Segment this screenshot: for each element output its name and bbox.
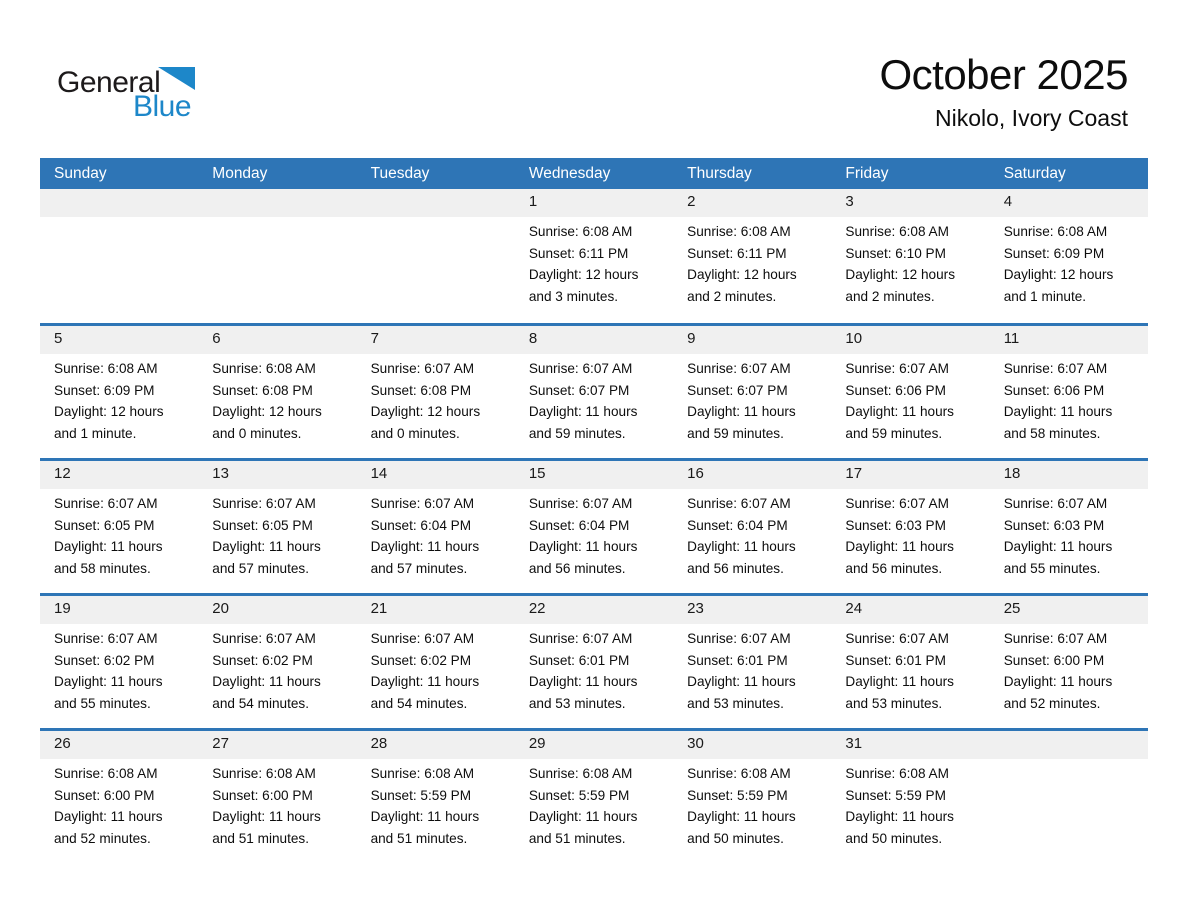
sunrise-text: Sunrise: 6:08 AM: [845, 224, 949, 239]
daylight-text-line2: and 50 minutes.: [687, 830, 784, 846]
daylight-text-line1: Daylight: 11 hours: [54, 539, 163, 555]
sunrise-text: Sunrise: 6:07 AM: [212, 631, 316, 646]
day-details: [357, 354, 515, 444]
day-details: [198, 624, 356, 714]
calendar-day-cell: [40, 596, 198, 728]
daylight-text-line1: Daylight: 11 hours: [845, 539, 954, 555]
sunrise-text: Sunrise: 6:07 AM: [528, 361, 633, 376]
logo-text-blue: Blue: [133, 90, 192, 123]
calendar-day-cell: [990, 326, 1148, 458]
sunset-text: Sunset: 6:06 PM: [845, 382, 946, 398]
day-number: 5: [40, 326, 198, 354]
daylight-text-line1: Daylight: 11 hours: [687, 404, 796, 420]
daylight-text-line2: and 58 minutes.: [1003, 425, 1101, 441]
daylight-text-line2: and 55 minutes.: [54, 695, 151, 711]
sunrise-text: Sunrise: 6:07 AM: [528, 496, 633, 511]
daylight-text-line1: Daylight: 11 hours: [845, 404, 954, 420]
daylight-text-line1: Daylight: 12 hours: [1003, 267, 1114, 283]
sunrise-text: Sunrise: 6:07 AM: [54, 631, 158, 646]
daylight-text-line1: Daylight: 11 hours: [845, 674, 954, 690]
calendar-day-cell: [40, 461, 198, 593]
sunrise-text: Sunrise: 6:08 AM: [1003, 224, 1108, 239]
sunset-text: Sunset: 6:09 PM: [1003, 245, 1105, 261]
day-number: 29: [515, 731, 673, 759]
daylight-text-line1: Daylight: 11 hours: [528, 809, 638, 825]
daylight-text-line1: Daylight: 11 hours: [212, 674, 321, 690]
day-details: [990, 489, 1148, 579]
day-details: [40, 489, 198, 579]
daylight-text-line1: Daylight: 11 hours: [528, 674, 638, 690]
day-details: [357, 489, 515, 579]
daylight-text-line2: and 52 minutes.: [1003, 695, 1101, 711]
general-blue-logo: [57, 66, 277, 136]
calendar-empty-cell: [990, 731, 1148, 863]
daylight-text-line2: and 3 minutes.: [528, 288, 619, 304]
sunrise-text: Sunrise: 6:08 AM: [212, 766, 316, 781]
day-details: [40, 624, 198, 714]
sunrise-text: Sunrise: 6:07 AM: [845, 496, 949, 511]
day-number: 28: [357, 731, 515, 759]
daylight-text-line1: Daylight: 11 hours: [687, 809, 796, 825]
sunset-text: Sunset: 6:01 PM: [687, 652, 788, 668]
title-block: [879, 52, 1128, 132]
day-details: [40, 354, 198, 444]
sunset-text: Sunset: 6:07 PM: [687, 382, 788, 398]
daylight-text-line2: and 0 minutes.: [212, 425, 302, 441]
calendar-day-cell: [198, 731, 356, 863]
calendar-week-row: [40, 458, 1148, 593]
calendar-day-cell: [198, 596, 356, 728]
daylight-text-line2: and 58 minutes.: [54, 560, 151, 576]
calendar-day-cell: [357, 596, 515, 728]
sunrise-text: Sunrise: 6:07 AM: [370, 361, 475, 376]
calendar-day-cell: [831, 189, 989, 323]
weekday-header-thursday: Thursday: [687, 165, 752, 182]
day-number: 3: [831, 189, 989, 217]
daylight-text-line2: and 53 minutes.: [528, 695, 626, 711]
calendar-day-cell: [990, 461, 1148, 593]
sunrise-text: Sunrise: 6:07 AM: [687, 361, 791, 376]
sunset-text: Sunset: 6:09 PM: [54, 382, 155, 398]
day-details: [990, 624, 1148, 714]
calendar-day-cell: [831, 461, 989, 593]
calendar-day-cell: [515, 596, 673, 728]
daylight-text-line2: and 52 minutes.: [54, 830, 151, 846]
daylight-text-line1: Daylight: 11 hours: [845, 809, 954, 825]
page-title: October 2025: [879, 51, 1128, 98]
sunset-text: Sunset: 6:01 PM: [845, 652, 946, 668]
sunrise-text: Sunrise: 6:07 AM: [54, 496, 158, 511]
calendar-day-cell: [40, 326, 198, 458]
page-header: [0, 0, 1188, 158]
daylight-text-line2: and 50 minutes.: [845, 830, 943, 846]
daylight-text-line2: and 54 minutes.: [212, 695, 310, 711]
calendar-empty-cell: [198, 189, 356, 323]
calendar-empty-cell: [40, 189, 198, 323]
sunset-text: Sunset: 6:02 PM: [370, 652, 472, 668]
day-number: 26: [40, 731, 198, 759]
daylight-text-line2: and 1 minute.: [1003, 288, 1087, 304]
page-subtitle: Nikolo, Ivory Coast: [934, 105, 1128, 132]
calendar-day-cell: [673, 189, 831, 323]
daylight-text-line2: and 57 minutes.: [212, 560, 310, 576]
calendar-day-cell: [831, 326, 989, 458]
day-number: 15: [515, 461, 673, 489]
sunrise-text: Sunrise: 6:07 AM: [528, 631, 633, 646]
day-details: [515, 217, 673, 307]
day-number: 24: [831, 596, 989, 624]
sunset-text: Sunset: 6:05 PM: [54, 517, 155, 533]
sunrise-text: Sunrise: 6:08 AM: [54, 766, 158, 781]
day-details: [673, 759, 831, 849]
day-number: 12: [40, 461, 198, 489]
sunrise-text: Sunrise: 6:08 AM: [845, 766, 949, 781]
day-number: [990, 731, 1148, 759]
day-details: [831, 489, 989, 579]
daylight-text-line1: Daylight: 11 hours: [1003, 539, 1113, 555]
day-number: 22: [515, 596, 673, 624]
daylight-text-line2: and 1 minute.: [54, 425, 137, 441]
day-number: 8: [515, 326, 673, 354]
daylight-text-line1: Daylight: 12 hours: [370, 404, 481, 420]
day-number: 25: [990, 596, 1148, 624]
day-details: [831, 354, 989, 444]
sunset-text: Sunset: 5:59 PM: [687, 787, 788, 803]
calendar-day-cell: [673, 731, 831, 863]
calendar-day-cell: [515, 731, 673, 863]
calendar-week-row: [40, 728, 1148, 863]
day-number: [357, 189, 515, 217]
daylight-text-line1: Daylight: 11 hours: [370, 809, 480, 825]
calendar-week-row: [40, 189, 1148, 323]
daylight-text-line1: Daylight: 11 hours: [1003, 404, 1113, 420]
calendar-day-cell: [357, 461, 515, 593]
sunset-text: Sunset: 5:59 PM: [845, 787, 946, 803]
daylight-text-line1: Daylight: 11 hours: [370, 674, 480, 690]
day-details: [198, 489, 356, 579]
sunset-text: Sunset: 5:59 PM: [528, 787, 630, 803]
calendar-week-row: [40, 593, 1148, 728]
daylight-text-line2: and 51 minutes.: [370, 830, 468, 846]
sunset-text: Sunset: 6:03 PM: [845, 517, 946, 533]
calendar-weeks: [40, 189, 1148, 863]
calendar-empty-cell: [357, 189, 515, 323]
sunset-text: Sunset: 6:07 PM: [528, 382, 630, 398]
daylight-text-line1: Daylight: 11 hours: [1003, 674, 1113, 690]
sunset-text: Sunset: 6:05 PM: [212, 517, 313, 533]
sunset-text: Sunset: 6:03 PM: [1003, 517, 1105, 533]
weekday-header-wednesday: Wednesday: [528, 165, 611, 182]
sunrise-text: Sunrise: 6:08 AM: [212, 361, 316, 376]
calendar-day-cell: [990, 189, 1148, 323]
sunrise-text: Sunrise: 6:07 AM: [687, 631, 791, 646]
logo-triangle-icon: [158, 67, 195, 90]
daylight-text-line1: Daylight: 11 hours: [54, 674, 163, 690]
day-details: [673, 354, 831, 444]
daylight-text-line1: Daylight: 11 hours: [54, 809, 163, 825]
daylight-text-line2: and 51 minutes.: [528, 830, 626, 846]
sunrise-text: Sunrise: 6:07 AM: [212, 496, 316, 511]
weekday-header-saturday: Saturday: [1003, 165, 1066, 182]
calendar-day-cell: [357, 326, 515, 458]
day-number: [40, 189, 198, 217]
calendar-week-row: [40, 323, 1148, 458]
day-number: 20: [198, 596, 356, 624]
sunrise-text: Sunrise: 6:07 AM: [845, 631, 949, 646]
day-details: [673, 489, 831, 579]
day-number: 2: [673, 189, 831, 217]
daylight-text-line2: and 55 minutes.: [1003, 560, 1101, 576]
day-number: 23: [673, 596, 831, 624]
day-number: 27: [198, 731, 356, 759]
calendar-day-cell: [198, 461, 356, 593]
daylight-text-line2: and 56 minutes.: [845, 560, 943, 576]
calendar-table: [40, 158, 1148, 863]
calendar-day-cell: [673, 326, 831, 458]
day-details: [357, 759, 515, 849]
day-details: [515, 624, 673, 714]
daylight-text-line1: Daylight: 11 hours: [212, 539, 321, 555]
calendar-day-cell: [673, 461, 831, 593]
daylight-text-line1: Daylight: 11 hours: [528, 539, 638, 555]
calendar-day-cell: [357, 731, 515, 863]
day-number: 7: [357, 326, 515, 354]
sunrise-text: Sunrise: 6:08 AM: [370, 766, 475, 781]
day-details: [990, 217, 1148, 307]
sunrise-text: Sunrise: 6:08 AM: [687, 766, 791, 781]
daylight-text-line2: and 51 minutes.: [212, 830, 310, 846]
day-details: [673, 624, 831, 714]
day-number: 16: [673, 461, 831, 489]
daylight-text-line1: Daylight: 12 hours: [687, 267, 797, 283]
daylight-text-line2: and 56 minutes.: [687, 560, 784, 576]
sunrise-text: Sunrise: 6:07 AM: [1003, 496, 1108, 511]
day-details: [198, 354, 356, 444]
day-details: [831, 624, 989, 714]
sunset-text: Sunset: 6:04 PM: [687, 517, 788, 533]
day-number: 4: [990, 189, 1148, 217]
calendar-day-cell: [515, 189, 673, 323]
sunrise-text: Sunrise: 6:08 AM: [528, 224, 633, 239]
daylight-text-line2: and 2 minutes.: [845, 288, 935, 304]
daylight-text-line1: Daylight: 11 hours: [370, 539, 480, 555]
calendar-day-cell: [515, 326, 673, 458]
sunset-text: Sunset: 6:02 PM: [54, 652, 155, 668]
calendar-day-cell: [831, 731, 989, 863]
sunrise-text: Sunrise: 6:07 AM: [687, 496, 791, 511]
daylight-text-line1: Daylight: 11 hours: [687, 674, 796, 690]
day-number: 13: [198, 461, 356, 489]
daylight-text-line2: and 59 minutes.: [528, 425, 626, 441]
sunset-text: Sunset: 6:00 PM: [54, 787, 155, 803]
day-number: 17: [831, 461, 989, 489]
sunset-text: Sunset: 6:00 PM: [1003, 652, 1105, 668]
day-number: [198, 189, 356, 217]
sunset-text: Sunset: 6:06 PM: [1003, 382, 1105, 398]
sunset-text: Sunset: 6:10 PM: [845, 245, 946, 261]
sunrise-text: Sunrise: 6:08 AM: [54, 361, 158, 376]
weekday-header-friday: Friday: [845, 165, 889, 182]
sunset-text: Sunset: 6:00 PM: [212, 787, 313, 803]
sunrise-text: Sunrise: 6:07 AM: [1003, 631, 1108, 646]
sunrise-text: Sunrise: 6:07 AM: [370, 631, 475, 646]
sunset-text: Sunset: 6:11 PM: [687, 245, 787, 261]
weekday-header-monday: Monday: [212, 165, 268, 182]
day-number: 14: [357, 461, 515, 489]
sunset-text: Sunset: 6:04 PM: [370, 517, 472, 533]
day-details: [198, 759, 356, 849]
calendar-day-cell: [831, 596, 989, 728]
day-number: 1: [515, 189, 673, 217]
daylight-text-line2: and 0 minutes.: [370, 425, 460, 441]
day-details: [515, 489, 673, 579]
daylight-text-line2: and 2 minutes.: [687, 288, 777, 304]
sunrise-text: Sunrise: 6:07 AM: [1003, 361, 1108, 376]
calendar-day-cell: [515, 461, 673, 593]
day-number: 21: [357, 596, 515, 624]
day-details: [515, 759, 673, 849]
sunset-text: Sunset: 6:08 PM: [212, 382, 313, 398]
day-details: [673, 217, 831, 307]
daylight-text-line1: Daylight: 11 hours: [687, 539, 796, 555]
day-details: [515, 354, 673, 444]
day-number: 19: [40, 596, 198, 624]
sunset-text: Sunset: 6:04 PM: [528, 517, 630, 533]
day-number: 30: [673, 731, 831, 759]
daylight-text-line2: and 53 minutes.: [845, 695, 943, 711]
daylight-text-line1: Daylight: 12 hours: [212, 404, 322, 420]
weekday-header-sunday: Sunday: [54, 165, 107, 182]
logo-text-general: General: [57, 66, 161, 99]
sunset-text: Sunset: 6:01 PM: [528, 652, 630, 668]
sunrise-text: Sunrise: 6:08 AM: [528, 766, 633, 781]
daylight-text-line1: Daylight: 11 hours: [212, 809, 321, 825]
day-details: [357, 624, 515, 714]
daylight-text-line1: Daylight: 12 hours: [845, 267, 955, 283]
daylight-text-line2: and 53 minutes.: [687, 695, 784, 711]
day-details: [831, 217, 989, 307]
sunset-text: Sunset: 5:59 PM: [370, 787, 472, 803]
day-number: 31: [831, 731, 989, 759]
calendar-day-cell: [990, 596, 1148, 728]
day-details: [831, 759, 989, 849]
daylight-text-line1: Daylight: 12 hours: [54, 404, 164, 420]
calendar-day-cell: [198, 326, 356, 458]
daylight-text-line1: Daylight: 12 hours: [528, 267, 639, 283]
weekday-header-row: [40, 158, 1148, 189]
day-details: [990, 354, 1148, 444]
day-number: 11: [990, 326, 1148, 354]
sunrise-text: Sunrise: 6:08 AM: [687, 224, 791, 239]
sunrise-text: Sunrise: 6:07 AM: [845, 361, 949, 376]
sunset-text: Sunset: 6:08 PM: [370, 382, 472, 398]
daylight-text-line1: Daylight: 11 hours: [528, 404, 638, 420]
daylight-text-line2: and 56 minutes.: [528, 560, 626, 576]
daylight-text-line2: and 59 minutes.: [845, 425, 943, 441]
day-details: [40, 759, 198, 849]
sunrise-text: Sunrise: 6:07 AM: [370, 496, 475, 511]
sunset-text: Sunset: 6:02 PM: [212, 652, 313, 668]
day-number: 18: [990, 461, 1148, 489]
day-number: 6: [198, 326, 356, 354]
calendar-day-cell: [673, 596, 831, 728]
day-number: 9: [673, 326, 831, 354]
calendar-day-cell: [40, 731, 198, 863]
daylight-text-line2: and 57 minutes.: [370, 560, 468, 576]
sunset-text: Sunset: 6:11 PM: [528, 245, 629, 261]
daylight-text-line2: and 54 minutes.: [370, 695, 468, 711]
weekday-header-tuesday: Tuesday: [370, 165, 430, 182]
day-number: 10: [831, 326, 989, 354]
daylight-text-line2: and 59 minutes.: [687, 425, 784, 441]
